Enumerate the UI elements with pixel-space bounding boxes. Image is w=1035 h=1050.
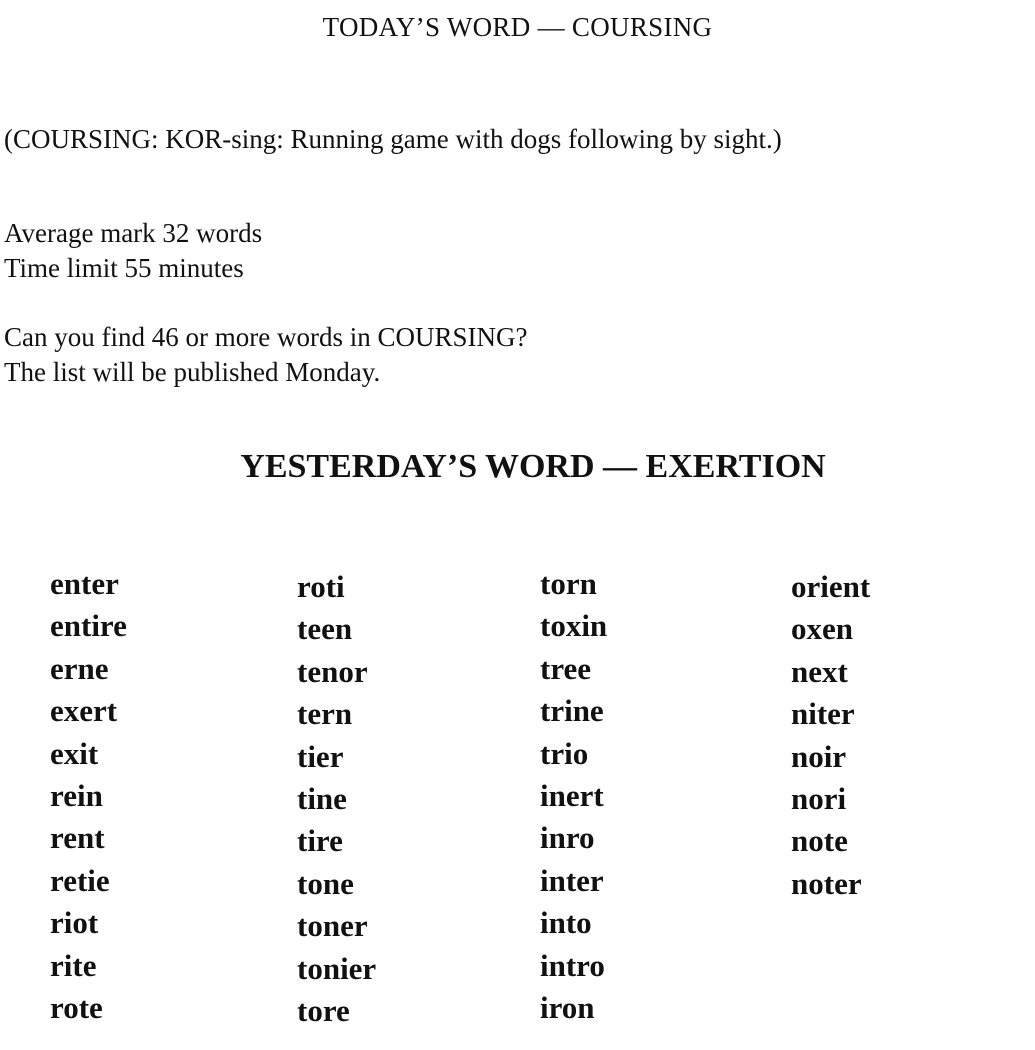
word-list-item: tore: [297, 993, 350, 1029]
word-list-item: rent: [50, 820, 105, 856]
word-list-item: roti: [297, 569, 345, 604]
word-list-item: tenor: [297, 653, 368, 689]
word-list-item: noir: [791, 738, 847, 774]
word-list-item: into: [540, 905, 592, 941]
word-list-item: tonier: [297, 950, 377, 986]
word-list-item: note: [791, 823, 848, 859]
word-list-item: enter: [50, 566, 119, 601]
word-list-item: iron: [540, 990, 595, 1026]
yesterdays-word-title: YESTERDAY’S WORD — EXERTION: [240, 448, 826, 485]
word-list-item: tone: [297, 865, 354, 901]
word-definition: (COURSING: KOR-sing: Running game with dogs following by sight.): [4, 124, 782, 154]
word-list-item: next: [791, 653, 848, 689]
word-list-item: tree: [540, 650, 592, 686]
word-list-item: niter: [791, 696, 855, 732]
word-column-4: [791, 566, 870, 905]
word-list-item: torn: [540, 566, 597, 601]
word-list-item: tine: [297, 781, 347, 817]
word-list-item: erne: [50, 650, 109, 686]
word-column-1: [50, 563, 127, 1029]
puzzle-stats: [4, 216, 262, 286]
word-list-item: trio: [540, 735, 589, 771]
word-column-2: [297, 566, 376, 1032]
word-list-item: nori: [791, 781, 847, 817]
word-list-item: rote: [50, 990, 103, 1026]
word-list-item: oxen: [791, 611, 853, 647]
word-list-item: toxin: [540, 608, 608, 644]
word-list-item: noter: [791, 865, 862, 901]
word-list-item: rein: [50, 778, 103, 814]
word-list-item: tire: [297, 823, 343, 859]
word-list-item: entire: [50, 608, 127, 644]
todays-word-title: TODAY’S WORD — COURSING: [322, 12, 713, 42]
word-list-item: teen: [297, 611, 353, 647]
word-list-item: inro: [540, 820, 595, 856]
word-column-3: [540, 563, 607, 1029]
word-list-item: inter: [540, 862, 604, 898]
word-list-item: exit: [50, 735, 99, 771]
time-limit: Time limit 55 minutes: [4, 253, 244, 283]
word-list-item: rite: [50, 947, 97, 983]
word-list-item: riot: [50, 905, 99, 941]
publish-note: The list will be published Monday.: [4, 357, 381, 387]
word-list-item: inert: [540, 778, 604, 814]
word-list-item: trine: [540, 693, 604, 729]
word-list-item: tier: [297, 738, 344, 774]
word-list-item: intro: [540, 947, 605, 983]
word-list-item: retie: [50, 862, 110, 898]
word-list-item: exert: [50, 693, 118, 729]
word-list-item: toner: [297, 908, 368, 944]
challenge-text: [4, 320, 527, 390]
challenge-question: Can you find 46 or more words in COURSING?: [4, 322, 528, 352]
average-mark: Average mark 32 words: [4, 218, 263, 248]
word-list-item: orient: [791, 569, 871, 604]
word-list-item: tern: [297, 696, 353, 732]
